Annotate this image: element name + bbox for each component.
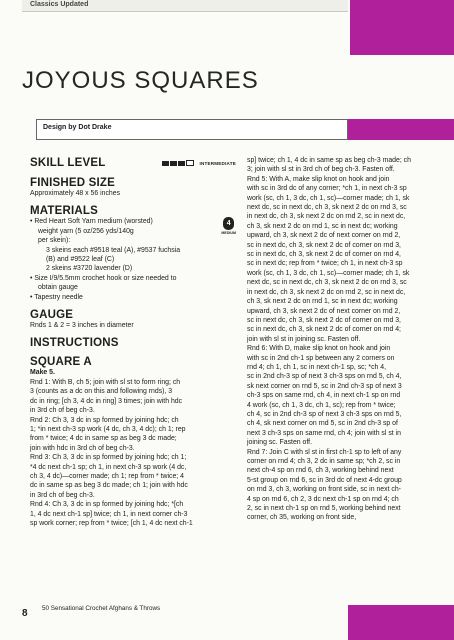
- instruction-line: sc in 2nd ch-3 sp of next 3 ch-3 sps on rnd 5, ch 4,: [247, 373, 402, 381]
- skill-level-row: [30, 156, 236, 170]
- instruction-line: corner on rnd 4; ch 3, 2 dc in same sp; *ch 2, sc in: [247, 458, 401, 465]
- instruction-line: rnd 4; ch 1, ch 1, sc in next ch-1 sp, sc; *ch 4,: [247, 363, 387, 371]
- material-line: per skein):: [38, 237, 71, 245]
- instruction-line: on rnd 3, ch 3, working on front side, sc in next ch-: [247, 486, 401, 494]
- section-title: Classics Updated: [30, 1, 89, 8]
- material-line: • Tapestry needle: [30, 293, 83, 301]
- instruction-line: ch 3, 4 dc)—corner made; ch 1; rep from * twice; 4: [30, 472, 184, 480]
- instruction-line: 1; *in next ch-3 sp work (4 dc, ch 3, 4 dc); ch 1; rep: [30, 425, 186, 433]
- instruction-line: Rnd 2: Ch 3, 3 dc in sp formed by joining hdc; ch: [30, 416, 179, 424]
- accent-block-byline: [348, 119, 454, 140]
- instruction-line: with sc in 2nd ch-1 sp between any 2 corners on: [247, 354, 395, 362]
- instruction-line: sc in next dc, ch 3, sk next 2 dc of corner on rnd 4,: [247, 251, 401, 259]
- instruction-line: 5-st group on rnd 6, sc in 3rd dc of next 4-dc group: [247, 476, 402, 484]
- instruction-line: ch 3, sk next 2 dc on rnd 1, sc in next dc; working: [247, 298, 398, 306]
- material-line: obtain gauge: [38, 284, 78, 292]
- gauge-text: Rnds 1 & 2 = 3 inches in diameter: [30, 322, 134, 330]
- instruction-line: joining sc. Fasten off.: [247, 439, 312, 447]
- skill-meter-icon: [162, 160, 195, 166]
- instruction-line: sp] twice; ch 1, 4 dc in same sp as beg ch-3 made; ch: [247, 157, 411, 164]
- instruction-line: Rnd 3: Ch 3, 3 dc in sp formed by joining hdc; ch 1;: [30, 454, 187, 462]
- skill-level-heading: SKILL LEVEL: [30, 157, 106, 169]
- material-line: • Size I/9/5.5mm crochet hook or size needed to: [30, 274, 177, 282]
- instruction-line: Rnd 4: Ch 3, 3 dc in sp formed by joining hdc; *[ch: [30, 501, 184, 509]
- instruction-line: ch-3 sps on same rnd, ch 4, in next ch-1 sp on rnd: [247, 392, 401, 400]
- material-line: 2 skeins #3720 lavender (D): [46, 265, 133, 273]
- materials-heading: MATERIALS: [30, 205, 99, 218]
- materials-body: [30, 217, 236, 302]
- instruction-line: sk next corner on rnd 5, sc in 2nd ch-3 sp of next 3: [247, 382, 402, 390]
- instruction-line: in 3rd ch of beg ch-3.: [30, 491, 95, 499]
- instruction-line: sc in next dc, ch 3, sk next 2 dc of corner on rnd 4;: [247, 326, 401, 334]
- instruction-line: 4 sp on rnd 6, ch 2, 3 dc next ch-1 sp on rnd 4; ch: [247, 495, 399, 503]
- instruction-line: 3; join with sl st in 3rd ch of beg ch-3. Fasten off.: [247, 166, 395, 174]
- instruction-line: work (sc, ch 1, 3 dc, ch 1, sc)—corner made; ch 1, sk: [247, 269, 410, 277]
- accent-block-bottom: [348, 605, 454, 640]
- left-column: [30, 156, 236, 528]
- finished-size-text: Approximately 48 x 56 inches: [30, 190, 121, 197]
- yarn-weight-label: MEDIUM: [221, 231, 236, 236]
- instructions-right: [247, 156, 447, 523]
- instruction-line: dc in ring; [ch 3, 4 dc in ring] 3 times; join with hdc: [30, 397, 183, 405]
- instruction-line: next 3 ch-3 sps on same rnd, ch 4; join with sl st in: [247, 429, 401, 437]
- instruction-line: upward, ch 3, sk next 2 dc of next corner on rnd 2,: [247, 232, 401, 240]
- instruction-line: 1, 4 dc next ch-1 sp] twice; ch 1, in next corner ch-3: [30, 510, 188, 518]
- instruction-line: 4 work (sc, ch 1, 3 dc, ch 1, sc); rep from * twice;: [247, 401, 396, 409]
- instruction-line: ch 4, sk next corner on rnd 5, sc in 2nd ch-3 sp of: [247, 420, 398, 428]
- designer-credit: Design by Dot Drake: [43, 124, 112, 131]
- accent-block-top: [350, 0, 454, 55]
- material-line: (B) and #9522 leaf (C): [46, 256, 115, 264]
- make-count: Make 5.: [30, 369, 55, 377]
- instruction-line: ch 3, sk next 2 dc on rnd 1, sc in next dc; working: [247, 222, 398, 230]
- materials-header: [30, 205, 236, 217]
- instruction-line: next dc, sc in next dc, ch 3, sk next 2 dc on rnd 3, sc: [247, 204, 407, 212]
- instruction-line: join with sl st in joining sc. Fasten off.: [247, 335, 361, 343]
- instruction-line: from * twice; 4 dc in same sp as beg 3 dc made;: [30, 435, 177, 443]
- gauge-heading: GAUGE: [30, 309, 74, 322]
- instruction-line: corner, ch 35, working on front side,: [247, 514, 357, 522]
- instruction-line: in 3rd ch of beg ch-3.: [30, 407, 95, 415]
- instruction-line: dc in same sp as beg 3 dc made; ch 1; join with hdc: [30, 482, 188, 490]
- yarn-weight-number: 4: [223, 217, 234, 230]
- instruction-line: next dc, sc in next dc, ch 3, sk next 2 dc on rnd 3, sc: [247, 279, 407, 287]
- material-line: weight yarn (5 oz/256 yds/140g: [38, 227, 134, 235]
- instruction-line: with sc in 3rd dc of any corner; *ch 1, in next ch-3 sp: [247, 185, 407, 193]
- instruction-line: Rnd 6: With D, make slip knot on hook and join: [247, 345, 391, 353]
- right-column: [247, 156, 447, 523]
- square-heading: SQUARE A: [30, 356, 92, 369]
- section-header: [22, 0, 348, 12]
- instruction-line: Rnd 5: With A, make slip knot on hook and join: [247, 175, 390, 183]
- yarn-weight-icon: [221, 217, 236, 235]
- instruction-line: upward, ch 3, sk next 2 dc of next corner on rnd 2,: [247, 307, 401, 315]
- instruction-line: Rnd 1: With B, ch 5; join with sl st to form ring; ch: [30, 378, 181, 386]
- pattern-title: JOYOUS SQUARES: [22, 67, 259, 94]
- page-number: 8: [22, 608, 28, 619]
- instruction-line: *4 dc next ch-1 sp; ch 1, in next ch-3 sp work (4 dc,: [30, 463, 187, 471]
- instruction-line: 3 (counts as a dc on this and following rnds), 3: [30, 388, 173, 396]
- instructions-heading: INSTRUCTIONS: [30, 337, 119, 350]
- instruction-line: work (sc, ch 1, 3 dc, ch 1, sc)—corner made; ch 1, sk: [247, 194, 410, 202]
- instruction-line: sc in next dc, ch 3, sk next 2 dc of corner on rnd 3,: [247, 316, 401, 324]
- skill-level-label: INTERMEDIATE: [199, 160, 236, 166]
- instruction-line: sc in next dc; rep from * twice; ch 1, in next ch-3 sp: [247, 260, 403, 268]
- instructions-left: [30, 378, 236, 529]
- instruction-line: in next dc, ch 3, sk next 2 dc on rnd 2, sc in next dc,: [247, 213, 406, 221]
- instruction-line: ch 4, sc in 2nd ch-3 sp of next 3 ch-3 sps on rnd 5,: [247, 410, 402, 418]
- material-line: • Red Heart Soft Yarn medium (worsted): [30, 218, 153, 226]
- skill-indicator: [162, 160, 236, 166]
- instruction-line: in next dc, ch 3, sk next 2 dc on rnd 2, sc in next dc,: [247, 288, 406, 296]
- material-line: 3 skeins each #9518 teal (A), #9537 fuchsia: [46, 246, 181, 254]
- instruction-line: 2, sc in next ch-1 sp on rnd 5, working behind next: [247, 505, 401, 513]
- instruction-line: sp work corner; rep from * twice; [ch 1, 4 dc next ch-1: [30, 519, 193, 527]
- book-title: 50 Sensational Crochet Afghans & Throws: [42, 605, 161, 612]
- instruction-line: next ch-4 sp on rnd 6, ch 3, working behind next: [247, 467, 394, 475]
- byline-box: [36, 119, 348, 140]
- page-footer: [22, 603, 161, 621]
- instruction-line: sc in next dc, ch 3, sk next 2 dc of corner on rnd 3,: [247, 241, 401, 249]
- finished-size-heading: FINISHED SIZE: [30, 177, 116, 189]
- instruction-line: join with hdc in 3rd ch of beg ch-3.: [30, 444, 135, 452]
- instruction-line: Rnd 7: Join C with sl st in first ch-1 sp to left of any: [247, 448, 402, 456]
